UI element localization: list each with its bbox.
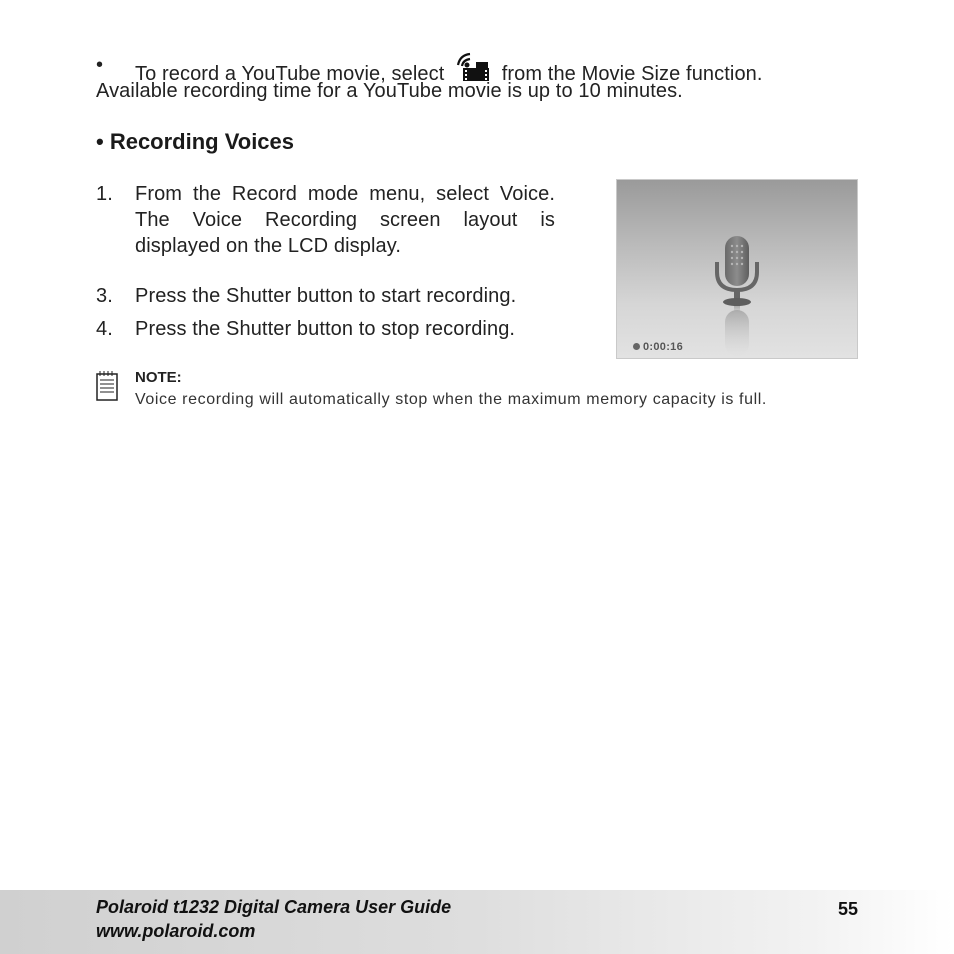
- step-text: Press the Shutter button to start recording.: [135, 285, 517, 307]
- step-number: 3.: [96, 285, 113, 307]
- note-text: Voice recording will automatically stop when the maximum memory capacity is full.: [135, 391, 767, 408]
- youtube-bullet: •: [96, 54, 104, 76]
- youtube-instruction-line2: Available recording time for a YouTube movie is up to 10 minutes.: [96, 80, 683, 102]
- section-title: • Recording Voices: [96, 129, 295, 154]
- step-number: 4.: [96, 318, 113, 340]
- footer-url[interactable]: www.polaroid.com: [96, 921, 256, 941]
- step-number: 1.: [96, 183, 113, 205]
- note-label: NOTE:: [135, 369, 182, 386]
- elapsed-time-value: 0:00:16: [643, 341, 684, 353]
- lcd-voice-recording-screen: [616, 179, 858, 359]
- step-text: From the Record mode menu, select Voice. The Voice Recording screen layout is displayed on the LCD display.: [135, 183, 555, 257]
- note-pad-icon: [96, 370, 120, 407]
- step-text: Press the Shutter button to stop recording.: [135, 318, 516, 340]
- footer-title: Polaroid t1232 Digital Camera User Guide: [96, 897, 452, 917]
- youtube-text-after: from the Movie Size function.: [501, 63, 763, 85]
- page-number: 55: [838, 899, 859, 919]
- record-dot-icon: [633, 343, 640, 350]
- youtube-text-before: To record a YouTube movie, select: [135, 63, 445, 85]
- microphone-icon: [711, 232, 763, 364]
- elapsed-time: [633, 341, 683, 353]
